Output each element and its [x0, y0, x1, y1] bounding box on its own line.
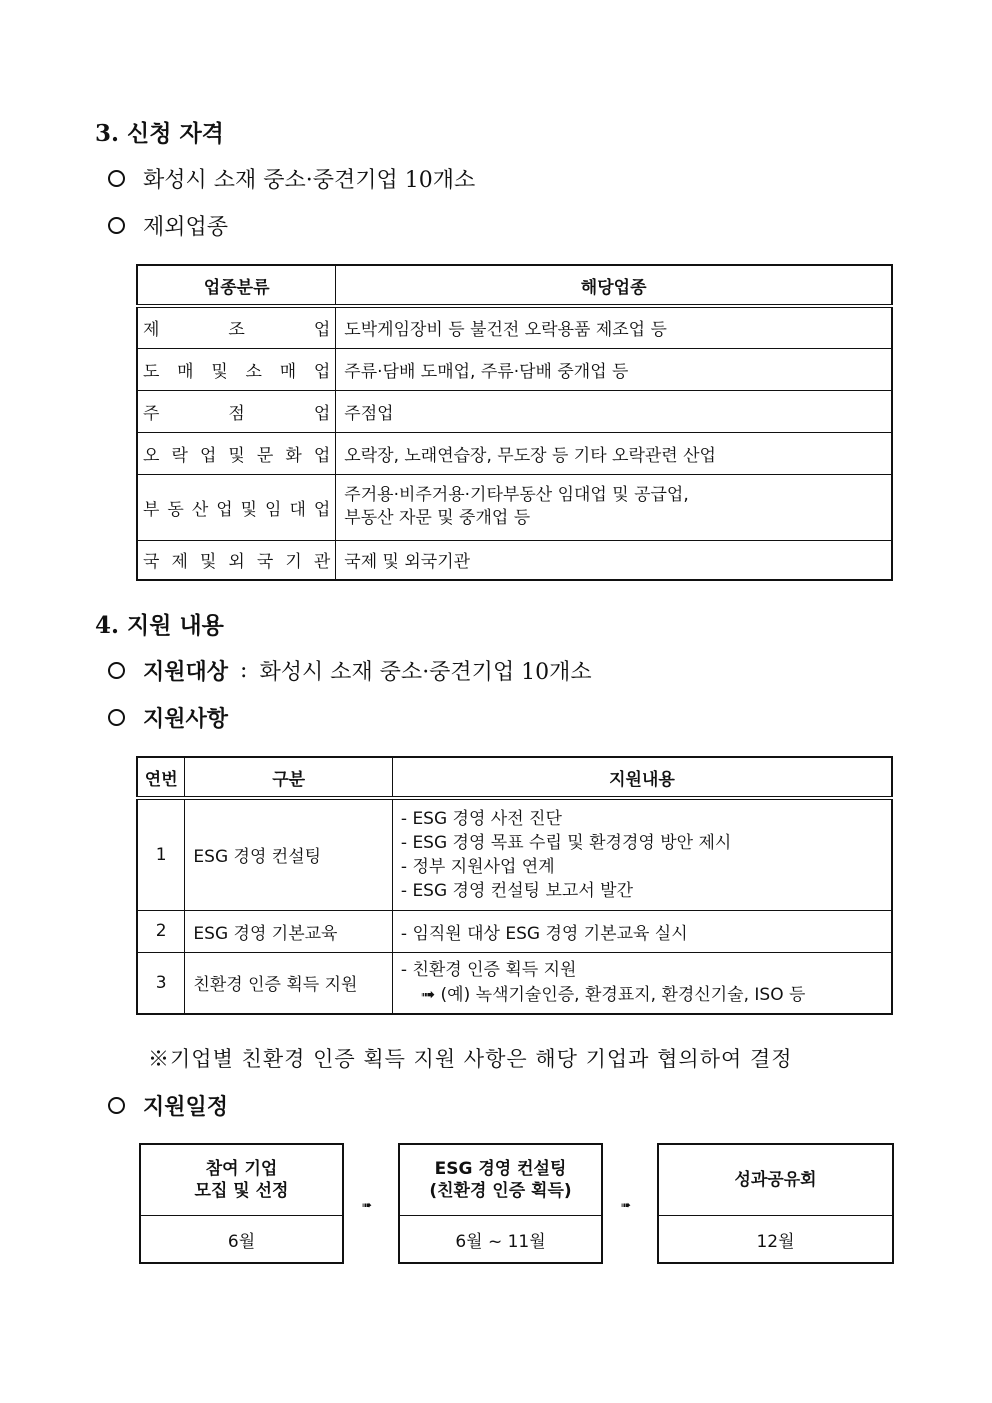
table-row — [137, 798, 892, 910]
table-row — [137, 306, 892, 348]
exclusion-table — [136, 264, 893, 581]
circle-bullet-icon — [108, 217, 125, 234]
category-cell: 국 제 및 외 국 기 관 — [137, 540, 336, 580]
support-items-label: 지원사항 — [143, 706, 229, 732]
circle-bullet-icon — [108, 1097, 125, 1114]
bullet-excluded — [108, 210, 228, 241]
table-header: 해당업종 — [336, 265, 892, 306]
table-header: 지원내용 — [392, 757, 892, 798]
target-separator: : — [240, 658, 248, 683]
bullet-eligibility — [108, 163, 475, 194]
target-text: 화성시 소재 중소·중견기업 10개소 — [259, 660, 592, 685]
detail-cell: 주점업 — [336, 390, 892, 432]
category-cell: 오 락 업 및 문 화 업 — [137, 432, 336, 474]
bullet-target — [108, 655, 592, 686]
support-type: 친환경 인증 획득 지원 — [185, 952, 392, 1014]
detail-cell: 주거용·비주거용·기타부동산 임대업 및 공급업, 부동산 자문 및 중개업 등 — [336, 474, 892, 540]
table-row — [137, 540, 892, 580]
detail-cell: 오락장, 노래연습장, 무도장 등 기타 오락관련 산업 — [336, 432, 892, 474]
detail-cell: 도박게임장비 등 불건전 오락용품 제조업 등 — [336, 306, 892, 348]
circle-bullet-icon — [108, 709, 125, 726]
table-row — [137, 910, 892, 952]
table-header: 업종분류 — [137, 265, 336, 306]
arrow-right-icon: ➠ — [362, 1198, 373, 1212]
support-table — [136, 756, 893, 1015]
support-content: - ESG 경영 사전 진단 - ESG 경영 목표 수립 및 환경경영 방안 제시 - 정부 지원사업 연계 - ESG 경영 컨설팅 보고서 발간 — [392, 798, 892, 910]
table-row — [137, 348, 892, 390]
step-period: 12월 — [756, 1231, 795, 1252]
schedule-step-consulting — [398, 1143, 603, 1264]
excluded-text: 제외업종 — [143, 215, 229, 240]
detail-cell: 주류·담배 도매업, 주류·담배 중개업 등 — [336, 348, 892, 390]
row-number: 1 — [137, 798, 185, 910]
support-content: - 임직원 대상 ESG 경영 기본교육 실시 — [392, 910, 892, 952]
table-row — [137, 432, 892, 474]
section3-heading: 3. 신청 자격 — [95, 120, 224, 147]
support-type: ESG 경영 기본교육 — [185, 910, 392, 952]
category-cell: 부 동 산 업 및 임 대 업 — [137, 474, 336, 540]
table-row — [137, 952, 892, 1014]
step-title: ESG 경영 컨설팅 (친환경 인증 획득) — [400, 1145, 601, 1216]
schedule-step-sharing — [657, 1143, 894, 1264]
step-title: 참여 기업 모집 및 선정 — [141, 1145, 342, 1216]
schedule-step-recruit — [139, 1143, 344, 1264]
table-row — [137, 474, 892, 540]
target-label: 지원대상 — [143, 659, 229, 685]
bullet-support-items — [108, 702, 228, 733]
support-type: ESG 경영 컨설팅 — [185, 798, 392, 910]
eligibility-text: 화성시 소재 중소·중견기업 10개소 — [143, 168, 476, 193]
support-content: - 친환경 인증 획득 지원 ➟ (예) 녹색기술인증, 환경표지, 환경신기술, ISO 등 — [392, 952, 892, 1014]
category-cell: 도 매 및 소 매 업 — [137, 348, 336, 390]
arrow-right-icon: ➠ — [621, 1198, 632, 1212]
schedule-label: 지원일정 — [143, 1094, 229, 1120]
row-number: 2 — [137, 910, 185, 952]
section4-heading: 4. 지원 내용 — [95, 612, 224, 639]
circle-bullet-icon — [108, 170, 125, 187]
row-number: 3 — [137, 952, 185, 1014]
note-text: ※기업별 친환경 인증 획득 지원 사항은 해당 기업과 협의하여 결정 — [148, 1047, 793, 1071]
table-header: 연번 — [137, 757, 185, 798]
step-title: 성과공유회 — [659, 1145, 892, 1216]
circle-bullet-icon — [108, 662, 125, 679]
detail-cell: 국제 및 외국기관 — [336, 540, 892, 580]
step-period: 6월 — [227, 1231, 256, 1252]
table-header: 구분 — [185, 757, 392, 798]
table-row — [137, 390, 892, 432]
category-cell: 주 점 업 — [137, 390, 336, 432]
category-cell: 제 조 업 — [137, 306, 336, 348]
bullet-schedule — [108, 1090, 228, 1121]
step-period: 6월 ~ 11월 — [455, 1231, 546, 1252]
